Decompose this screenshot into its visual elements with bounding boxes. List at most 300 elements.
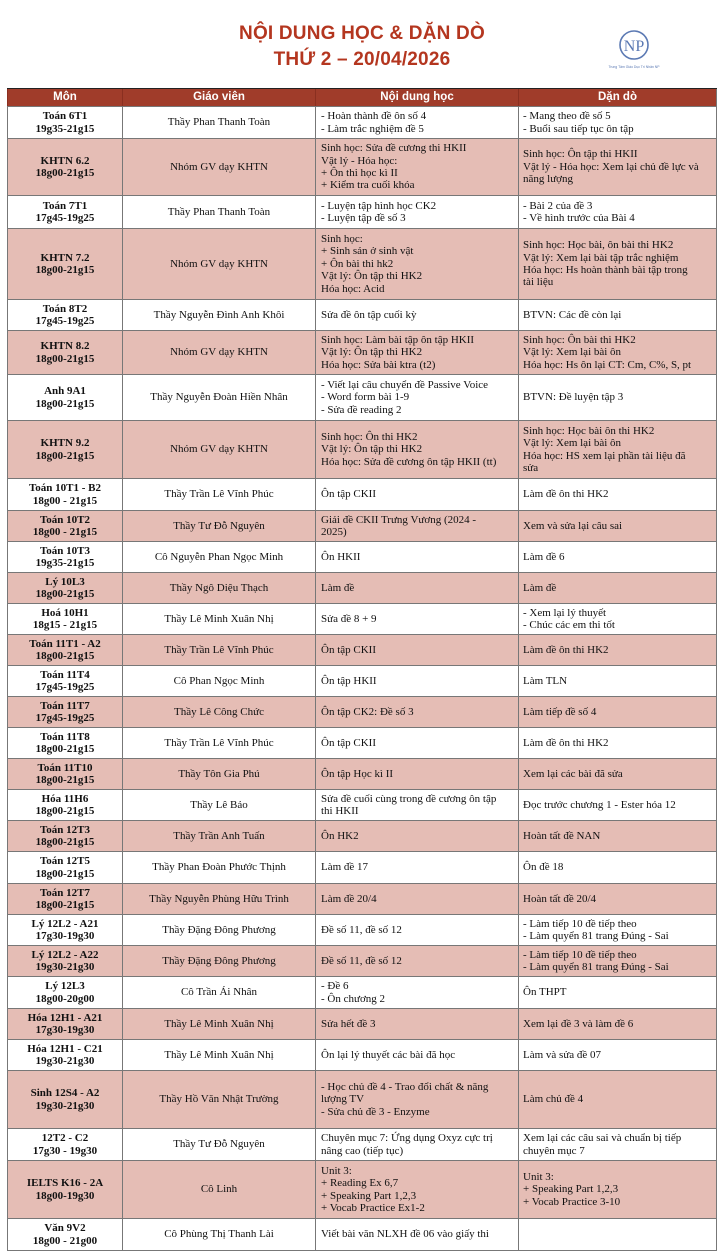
content-cell-line: Viết bài văn NLXH đề 06 vào giấy thi <box>321 1228 489 1241</box>
subject-cell-line: KHTN 7.2 <box>40 251 90 264</box>
teacher-cell: Cô Trần Ái Nhân <box>122 977 315 1008</box>
content-cell <box>315 300 518 330</box>
content-cell-line: Vật lý: Ôn tập thi HK2 <box>321 270 423 283</box>
content-cell <box>315 884 518 914</box>
homework-cell-line: năng lượng <box>523 173 573 186</box>
homework-cell-line: - Làm tiếp 10 đề tiếp theo <box>523 948 637 961</box>
table-row <box>7 821 717 852</box>
homework-cell-line: - Mang theo đề số 5 <box>523 110 611 123</box>
content-cell <box>315 635 518 665</box>
subject-cell <box>7 1219 122 1250</box>
homework-cell-line: - Chúc các em thi tốt <box>523 619 615 631</box>
content-cell <box>315 421 518 478</box>
subject-cell <box>7 697 122 727</box>
content-cell <box>315 1009 518 1039</box>
content-cell-line: - Luyện tập hình học CK2 <box>321 199 437 212</box>
homework-cell-line: Sinh học: Ôn tập thi HKII <box>523 148 638 161</box>
subject-cell <box>7 852 122 883</box>
subject-cell <box>7 331 122 374</box>
subject-cell-line: 18g00-21g15 <box>35 449 95 462</box>
teacher-cell: Thầy Tôn Gia Phú <box>122 759 315 789</box>
homework-cell-line: Làm đề 6 <box>523 550 565 563</box>
subject-cell-line: Toán 10T2 <box>39 513 91 526</box>
content-cell-line: + Speaking Part 1,2,3 <box>321 1189 417 1202</box>
homework-cell-line: Làm TLN <box>523 674 568 687</box>
homework-cell-line: - Làm quyển 81 trang Đúng - Sai <box>523 930 669 942</box>
content-cell-line: Làm đề 20/4 <box>321 892 377 905</box>
subject-cell-line: 17g45-19g25 <box>35 212 95 224</box>
subject-cell-line: Toán 11T8 <box>40 730 90 743</box>
table-row <box>7 421 717 479</box>
subject-cell-line: 18g00 - 21g15 <box>32 526 98 538</box>
subject-cell <box>7 300 122 330</box>
homework-cell <box>518 1161 717 1218</box>
content-cell-line: Giải đề CKII Trưng Vương (2024 - <box>321 513 477 526</box>
subject-cell-line: Toán 11T1 - A2 <box>29 637 101 650</box>
subject-cell-line: Hoá 10H1 <box>41 606 89 619</box>
subject-cell-line: KHTN 8.2 <box>40 340 90 353</box>
subject-cell-line: Anh 9A1 <box>44 385 86 398</box>
table-row <box>7 666 717 697</box>
content-cell-line: Vật lý: Ôn tập thi HK2 <box>321 346 423 359</box>
content-cell-line: Sửa đề ôn tập cuối kỳ <box>321 308 417 321</box>
subject-cell-line: IELTS K16 - 2A <box>26 1177 104 1190</box>
subject-cell-line: 17g30-19g30 <box>35 930 95 942</box>
homework-cell <box>518 1009 717 1039</box>
subject-cell <box>7 479 122 510</box>
content-cell-line: Sinh học: Sửa đề cương thi HKII <box>321 142 467 155</box>
homework-cell <box>518 666 717 696</box>
homework-cell <box>518 946 717 976</box>
subject-cell <box>7 635 122 665</box>
teacher-cell: Thầy Đặng Đông Phương <box>122 946 315 976</box>
homework-cell-line: Sinh học: Học bài, ôn bài thi HK2 <box>523 239 674 252</box>
table-row <box>7 1129 717 1161</box>
content-cell-line: thi HKII <box>321 805 359 817</box>
content-cell-line: + Ôn bài thi hk2 <box>321 257 394 270</box>
content-cell-line: 2025) <box>321 526 347 538</box>
content-cell <box>315 375 518 420</box>
teacher-cell: Cô Phùng Thị Thanh Lài <box>122 1219 315 1250</box>
homework-cell-line: Vật lý: Xem lại bài tập trắc nghiệm <box>523 251 679 264</box>
content-cell <box>315 196 518 228</box>
homework-cell-line: Xem lại các câu sai và chuẩn bị tiếp <box>523 1132 682 1145</box>
table-row <box>7 852 717 884</box>
teacher-cell: Thầy Nguyễn Đoàn Hiền Nhân <box>122 375 315 420</box>
homework-cell <box>518 697 717 727</box>
subject-cell-line: 17g30 - 19g30 <box>32 1144 98 1157</box>
content-cell-line: Unit 3: <box>321 1164 352 1177</box>
table-row <box>7 790 717 821</box>
teacher-cell: Thầy Đặng Đông Phương <box>122 915 315 945</box>
table-row <box>7 915 717 946</box>
table-row <box>7 139 717 196</box>
homework-cell <box>518 511 717 541</box>
subject-cell-line: Toán 8T2 <box>42 302 88 315</box>
homework-cell <box>518 107 717 138</box>
content-cell-line: Chuyên mục 7: Ứng dụng Oxyz cực trị <box>321 1132 493 1145</box>
subject-cell <box>7 196 122 228</box>
teacher-cell: Nhóm GV dạy KHTN <box>122 229 315 299</box>
content-cell-line: Ôn tập CKII <box>321 643 376 656</box>
teacher-cell: Cô Nguyễn Phan Ngọc Minh <box>122 542 315 572</box>
subject-cell-line: 18g00-21g15 <box>35 167 95 179</box>
content-cell-line: Ôn HK2 <box>321 829 359 842</box>
logo-caption: Trung Tâm Giáo Dục Trí Nhân NP <box>608 65 660 69</box>
subject-cell-line: 18g00-21g15 <box>35 650 95 662</box>
content-cell <box>315 573 518 603</box>
homework-cell <box>518 759 717 789</box>
homework-cell-line: Làm đề ôn thi HK2 <box>523 488 609 501</box>
logo-letters: NP <box>623 38 645 55</box>
homework-cell-line: + Vocab Practice 3-10 <box>523 1195 621 1208</box>
subject-cell <box>7 229 122 299</box>
subject-cell-line: Toán 12T5 <box>39 855 91 868</box>
subject-cell-line: 17g45-19g25 <box>35 712 95 724</box>
content-cell <box>315 946 518 976</box>
table-row <box>7 331 717 375</box>
homework-cell-line: + Speaking Part 1,2,3 <box>523 1183 619 1196</box>
homework-cell <box>518 1219 717 1250</box>
subject-cell <box>7 573 122 603</box>
content-cell <box>315 790 518 820</box>
subject-cell-line: Lý 12L3 <box>45 980 85 993</box>
homework-cell-line: Làm đề ôn thi HK2 <box>523 736 609 749</box>
page-header <box>0 0 724 88</box>
homework-cell-line: Vật lý: Xem lại bài ôn <box>523 437 622 450</box>
subject-cell-line: Toán 7T1 <box>42 199 88 212</box>
subject-cell-line: 18g00-21g15 <box>35 899 95 911</box>
teacher-cell: Nhóm GV dạy KHTN <box>122 139 315 195</box>
table-header-row <box>7 89 717 107</box>
content-cell <box>315 759 518 789</box>
subject-cell-line: 18g00-21g15 <box>35 264 95 276</box>
table-row <box>7 1071 717 1129</box>
content-cell-line: Sửa hết đề 3 <box>321 1017 376 1030</box>
table-row <box>7 728 717 759</box>
homework-cell-line: Làm chủ đề 4 <box>523 1093 584 1106</box>
content-cell-line: Hóa học: Acid <box>321 282 385 295</box>
content-cell-line: Ôn tập CK2: Đề số 3 <box>321 705 414 718</box>
subject-cell-line: 12T2 - C2 <box>41 1132 89 1145</box>
content-cell-line: - Viết lại câu chuyển đề Passive Voice <box>321 378 489 391</box>
content-cell-line: Sinh học: Ôn thi HK2 <box>321 430 418 443</box>
homework-cell-line: Ôn THPT <box>523 986 567 999</box>
content-cell-line: + Kiểm tra cuối khóa <box>321 179 415 192</box>
content-cell-line: - Luyện tập đề số 3 <box>321 212 406 224</box>
content-cell-line: Vật lý: Ôn tập thi HK2 <box>321 443 423 456</box>
homework-cell <box>518 728 717 758</box>
content-cell-line: Đề số 11, đề số 12 <box>321 923 402 936</box>
content-cell-line: - Sửa chủ đề 3 - Enzyme <box>321 1105 430 1118</box>
teacher-cell: Thầy Lê Bảo <box>122 790 315 820</box>
content-cell-line: - Đề 6 <box>321 980 349 993</box>
homework-cell <box>518 852 717 883</box>
content-cell-line: Sửa đề 8 + 9 <box>321 612 377 625</box>
homework-cell-line: - Làm tiếp 10 đề tiếp theo <box>523 917 637 930</box>
subject-cell <box>7 139 122 195</box>
schedule-table <box>7 88 717 1251</box>
content-cell <box>315 511 518 541</box>
homework-cell-line: chuyên mục 7 <box>523 1144 585 1157</box>
teacher-cell: Nhóm GV dạy KHTN <box>122 421 315 478</box>
subject-cell-line: Toán 11T7 <box>40 699 90 712</box>
table-row <box>7 635 717 666</box>
subject-cell <box>7 107 122 138</box>
homework-cell-line: sửa <box>523 461 539 474</box>
content-cell <box>315 1219 518 1250</box>
teacher-cell: Thầy Phan Đoàn Phước Thịnh <box>122 852 315 883</box>
homework-cell-line: tài liệu <box>523 276 554 289</box>
subject-cell-line: 18g00-19g30 <box>35 1189 95 1202</box>
homework-cell-line: - Làm quyển 81 trang Đúng - Sai <box>523 961 669 973</box>
column-header-teacher: Giáo viên <box>122 89 315 106</box>
page-title: NỘI DUNG HỌC & DẶN DÒ <box>239 23 485 44</box>
subject-cell <box>7 542 122 572</box>
subject-cell-line: Toán 11T4 <box>40 668 90 681</box>
subject-cell-line: 18g15 - 21g15 <box>32 619 98 631</box>
table-row <box>7 1161 717 1219</box>
subject-cell-line: 18g00-21g15 <box>35 774 95 786</box>
subject-cell-line: 17g45-19g25 <box>35 681 95 693</box>
table-row <box>7 697 717 728</box>
subject-cell-line: Toán 10T3 <box>39 544 91 557</box>
subject-cell <box>7 1071 122 1128</box>
homework-cell <box>518 421 717 478</box>
subject-cell-line: 18g00-21g15 <box>35 805 95 817</box>
content-cell <box>315 1040 518 1070</box>
homework-cell-line: Làm đề <box>523 581 557 594</box>
content-cell-line: Sinh học: <box>321 232 363 245</box>
subject-cell <box>7 1009 122 1039</box>
subject-cell <box>7 421 122 478</box>
homework-cell-line: Xem lại các bài đã sửa <box>523 767 623 780</box>
subject-cell <box>7 666 122 696</box>
subject-cell-line: 18g00-21g15 <box>35 397 95 410</box>
subject-cell-line: 18g00 - 21g15 <box>32 494 98 507</box>
content-cell-line: + Vocab Practice Ex1-2 <box>321 1201 425 1214</box>
content-cell-line: Ôn tập CKII <box>321 488 376 501</box>
table-row <box>7 479 717 511</box>
table-row <box>7 511 717 542</box>
homework-cell <box>518 915 717 945</box>
content-cell <box>315 229 518 299</box>
teacher-cell: Thầy Tư Đỗ Nguyên <box>122 511 315 541</box>
subject-cell-line: 19g30-21g30 <box>35 1099 95 1112</box>
homework-cell <box>518 479 717 510</box>
page-date: THỨ 2 – 20/04/2026 <box>273 49 451 70</box>
teacher-cell: Thầy Lê Công Chức <box>122 697 315 727</box>
table-row <box>7 1009 717 1040</box>
content-cell-line: Ôn lại lý thuyết các bài đã học <box>321 1048 456 1061</box>
subject-cell-line: 18g00-21g15 <box>35 867 95 880</box>
teacher-cell: Thầy Tư Đỗ Nguyên <box>122 1129 315 1160</box>
content-cell-line: - Làm trắc nghiệm đề 5 <box>321 122 424 135</box>
subject-cell-line: 17g30-19g30 <box>35 1024 95 1036</box>
homework-cell-line: BTVN: Đề luyện tập 3 <box>523 391 624 404</box>
subject-cell <box>7 821 122 851</box>
content-cell-line: Làm đề 17 <box>321 861 369 874</box>
homework-cell-line: - Về hình trước của Bài 4 <box>523 212 635 224</box>
subject-cell-line: Hóa 12H1 - A21 <box>27 1011 103 1024</box>
subject-cell-line: 18g00 - 21g00 <box>32 1234 98 1247</box>
subject-cell-line: KHTN 9.2 <box>40 437 90 450</box>
homework-cell <box>518 542 717 572</box>
homework-cell <box>518 229 717 299</box>
homework-cell-line: Đọc trước chương 1 - Ester hóa 12 <box>523 798 676 811</box>
homework-cell <box>518 1040 717 1070</box>
subject-cell-line: Toán 6T1 <box>42 110 88 123</box>
homework-cell-line: - Xem lại lý thuyết <box>523 606 607 619</box>
content-cell-line: Làm đề <box>321 581 355 594</box>
teacher-cell: Thầy Trần Anh Tuấn <box>122 821 315 851</box>
subject-cell <box>7 375 122 420</box>
subject-cell-line: 18g00-21g15 <box>35 588 95 600</box>
homework-cell-line: Hóa học: Hs ôn lại CT: Cm, C%, S, pt <box>523 358 692 371</box>
homework-cell-line: - Buổi sau tiếp tục ôn tập <box>523 122 634 135</box>
homework-cell <box>518 375 717 420</box>
homework-cell-line: Xem và sửa lại câu sai <box>523 519 623 532</box>
table-row <box>7 977 717 1009</box>
teacher-cell: Thầy Ngô Diệu Thạch <box>122 573 315 603</box>
homework-cell-line: Vật lý - Hóa học: Xem lại chủ đề lực và <box>523 160 699 173</box>
homework-cell <box>518 300 717 330</box>
teacher-cell: Thầy Lê Minh Xuân Nhị <box>122 1040 315 1070</box>
table-row <box>7 604 717 635</box>
subject-cell-line: 18g00-20g00 <box>35 992 95 1005</box>
teacher-cell: Thầy Trần Lê Vĩnh Phúc <box>122 728 315 758</box>
content-cell-line: Sinh học: Làm bài tập ôn tập HKII <box>321 333 475 346</box>
teacher-cell: Thầy Nguyễn Phùng Hữu Trình <box>122 884 315 914</box>
homework-cell-line: Sinh học: Ôn bài thi HK2 <box>523 333 636 346</box>
subject-cell <box>7 1161 122 1218</box>
homework-cell-line: - Bài 2 của đề 3 <box>523 199 593 212</box>
table-row <box>7 300 717 331</box>
content-cell <box>315 331 518 374</box>
homework-cell-line: Vật lý: Xem lại bài ôn <box>523 346 622 359</box>
homework-cell <box>518 977 717 1008</box>
content-cell-line: + Sinh sản ở sinh vật <box>321 245 414 258</box>
content-cell-line: Ôn tập HKII <box>321 674 377 687</box>
subject-cell <box>7 1040 122 1070</box>
table-row <box>7 375 717 421</box>
homework-cell-line: Unit 3: <box>523 1170 554 1183</box>
subject-cell <box>7 511 122 541</box>
content-cell-line: Đề số 11, đề số 12 <box>321 954 402 967</box>
content-cell-line: + Ôn thi học kì II <box>321 167 398 179</box>
content-cell <box>315 728 518 758</box>
content-cell <box>315 977 518 1008</box>
content-cell <box>315 1161 518 1218</box>
subject-cell-line: 18g00-21g15 <box>35 836 95 848</box>
subject-cell <box>7 946 122 976</box>
content-cell-line: Ôn HKII <box>321 550 361 563</box>
content-cell-line: Ôn tập CKII <box>321 736 376 749</box>
table-row <box>7 1040 717 1071</box>
homework-cell <box>518 604 717 634</box>
homework-cell <box>518 790 717 820</box>
table-row <box>7 573 717 604</box>
column-header-subject: Môn <box>7 89 122 106</box>
teacher-cell: Thầy Lê Minh Xuân Nhị <box>122 1009 315 1039</box>
homework-cell-line: Ôn đề 18 <box>523 861 564 874</box>
teacher-cell: Thầy Phan Thanh Toàn <box>122 107 315 138</box>
subject-cell-line: Lý 12L2 - A21 <box>31 917 99 930</box>
teacher-cell: Thầy Lê Minh Xuân Nhị <box>122 604 315 634</box>
teacher-cell: Cô Phan Ngọc Minh <box>122 666 315 696</box>
teacher-cell: Nhóm GV dạy KHTN <box>122 331 315 374</box>
homework-cell-line: Xem lại đề 3 và làm đề 6 <box>523 1017 634 1030</box>
subject-cell-line: 18g00-21g15 <box>35 743 95 755</box>
homework-cell-line: Hoàn tất đề 20/4 <box>523 892 597 905</box>
homework-cell <box>518 1129 717 1160</box>
table-row <box>7 229 717 300</box>
subject-cell-line: 18g00-21g15 <box>35 352 95 365</box>
subject-cell-line: KHTN 6.2 <box>40 154 90 167</box>
homework-cell-line: Sinh học: Học bài ôn thi HK2 <box>523 424 655 437</box>
subject-cell-line: Văn 9V2 <box>44 1222 86 1235</box>
content-cell <box>315 542 518 572</box>
content-cell-line: - Hoàn thành đề ôn số 4 <box>321 110 427 123</box>
content-cell-line: - Ôn chương 2 <box>321 992 386 1005</box>
content-cell <box>315 107 518 138</box>
teacher-cell: Thầy Phan Thanh Toàn <box>122 196 315 228</box>
homework-cell <box>518 884 717 914</box>
content-cell-line: Ôn tập Học kì II <box>321 767 394 780</box>
content-cell <box>315 479 518 510</box>
subject-cell-line: Lý 12L2 - A22 <box>31 948 99 961</box>
teacher-cell: Thầy Trần Lê Vĩnh Phúc <box>122 479 315 510</box>
homework-cell <box>518 821 717 851</box>
content-cell <box>315 852 518 883</box>
content-cell <box>315 139 518 195</box>
subject-cell <box>7 977 122 1008</box>
subject-cell-line: Toán 11T10 <box>37 761 93 774</box>
subject-cell-line: Hóa 11H6 <box>41 792 89 805</box>
table-row <box>7 542 717 573</box>
subject-cell-line: 19g35-21g15 <box>35 557 95 569</box>
subject-cell-line: 19g30-21g30 <box>35 961 95 973</box>
homework-cell <box>518 139 717 195</box>
teacher-cell: Thầy Trần Lê Vĩnh Phúc <box>122 635 315 665</box>
table-row <box>7 107 717 139</box>
content-cell <box>315 1129 518 1160</box>
table-row <box>7 884 717 915</box>
content-cell-line: nâng cao (tiếp tục) <box>321 1144 404 1157</box>
homework-cell-line: Hóa học: HS xem lại phần tài liệu đã <box>523 449 686 462</box>
subject-cell-line: 19g30-21g30 <box>35 1055 95 1067</box>
table-body <box>7 107 717 1251</box>
homework-cell-line: Làm và sửa đề 07 <box>523 1048 602 1061</box>
homework-cell <box>518 1071 717 1128</box>
subject-cell-line: 19g35-21g15 <box>35 122 95 135</box>
homework-cell-line: Hóa học: Hs hoàn thành bài tập trong <box>523 264 688 276</box>
np-logo-icon <box>604 28 664 72</box>
column-header-homework: Dặn dò <box>518 89 717 106</box>
subject-cell-line: Toán 12T3 <box>39 823 91 836</box>
subject-cell-line: Hóa 12H1 - C21 <box>27 1042 103 1055</box>
homework-cell <box>518 196 717 228</box>
teacher-cell: Thầy Nguyễn Đình Anh Khôi <box>122 300 315 330</box>
table-row <box>7 1219 717 1251</box>
content-cell-line: Hóa học: Sửa đề cương ôn tập HKII (tt) <box>321 455 497 468</box>
subject-cell <box>7 1129 122 1160</box>
subject-cell-line: Toán 10T1 - B2 <box>28 482 102 495</box>
subject-cell-line: 17g45-19g25 <box>35 315 95 327</box>
subject-cell-line: Lý 10L3 <box>45 575 85 588</box>
homework-cell <box>518 635 717 665</box>
content-cell <box>315 1071 518 1128</box>
